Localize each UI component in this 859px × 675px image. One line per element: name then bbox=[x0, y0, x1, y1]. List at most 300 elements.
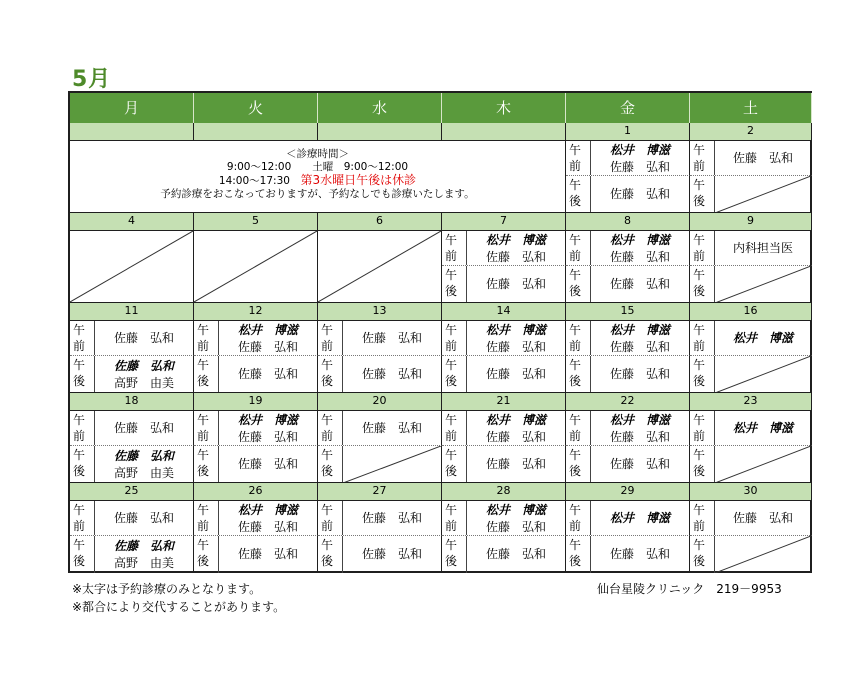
morning-slot bbox=[442, 231, 566, 266]
doctor-matsui: 松井 博滋 bbox=[609, 511, 670, 525]
morning-slot bbox=[318, 321, 442, 356]
doctor-list bbox=[591, 176, 689, 213]
label-char: 後 bbox=[569, 374, 582, 388]
closed-day bbox=[194, 231, 318, 303]
afternoon-label bbox=[194, 446, 218, 483]
afternoon-label bbox=[194, 356, 218, 393]
doctor-sato: 佐藤 弘和 bbox=[609, 277, 670, 291]
doctor-matsui: 松井 博滋 bbox=[732, 421, 793, 435]
date-number: 2 bbox=[690, 123, 812, 141]
doctor-list bbox=[343, 446, 441, 483]
morning-label bbox=[566, 231, 590, 266]
doctor-matsui: 松井 博滋 bbox=[732, 331, 793, 345]
morning-slot bbox=[566, 411, 690, 446]
doctor-list bbox=[219, 446, 317, 483]
label-char: 午 bbox=[693, 503, 706, 517]
label-char: 後 bbox=[569, 194, 582, 208]
afternoon-label bbox=[690, 536, 714, 573]
label-char: 前 bbox=[73, 429, 86, 443]
morning-label bbox=[70, 501, 94, 536]
morning-slot bbox=[318, 501, 442, 536]
morning-slot bbox=[70, 501, 194, 536]
morning-slot bbox=[442, 411, 566, 446]
schedule-calendar bbox=[68, 91, 812, 573]
label-char: 後 bbox=[197, 374, 210, 388]
label-char: 午 bbox=[321, 323, 334, 337]
morning-label bbox=[194, 411, 218, 446]
label-char: 前 bbox=[73, 339, 86, 353]
label-char: 前 bbox=[569, 159, 582, 173]
label-char: 午 bbox=[197, 538, 210, 552]
label-char: 午 bbox=[445, 503, 458, 517]
doctor-list bbox=[715, 501, 811, 536]
date-number: 12 bbox=[194, 303, 318, 321]
weekday-header: 木 bbox=[442, 93, 566, 123]
label-char: 後 bbox=[445, 374, 458, 388]
closed-slash bbox=[715, 266, 811, 303]
afternoon-slot bbox=[318, 446, 442, 483]
label-char: 午 bbox=[445, 358, 458, 372]
label-char: 午 bbox=[197, 413, 210, 427]
label-char: 前 bbox=[197, 429, 210, 443]
afternoon-label bbox=[566, 536, 590, 573]
doctor-matsui: 松井 博滋 bbox=[237, 323, 298, 337]
morning-slot bbox=[194, 501, 318, 536]
afternoon-label bbox=[690, 266, 714, 303]
closed-slash bbox=[343, 446, 441, 483]
label-char: 前 bbox=[445, 249, 458, 263]
afternoon-slot bbox=[318, 536, 442, 573]
doctor-list bbox=[715, 446, 811, 483]
doctor-list bbox=[467, 411, 565, 446]
doctor-sato: 佐藤 弘和 bbox=[237, 547, 298, 561]
label-char: 午 bbox=[73, 358, 86, 372]
doctor-list bbox=[591, 536, 689, 573]
morning-slot bbox=[690, 141, 812, 176]
morning-label bbox=[690, 501, 714, 536]
doctor-sato-reserved: 佐藤 弘和 bbox=[113, 449, 174, 463]
doctor-list bbox=[219, 501, 317, 536]
doctor-list bbox=[467, 231, 565, 266]
weekday-header: 火 bbox=[194, 93, 318, 123]
afternoon-label bbox=[318, 536, 342, 573]
label-char: 午 bbox=[693, 413, 706, 427]
label-char: 午 bbox=[197, 323, 210, 337]
date-number: 14 bbox=[442, 303, 566, 321]
label-char: 午 bbox=[445, 268, 458, 282]
label-char: 前 bbox=[445, 519, 458, 533]
date-number: 28 bbox=[442, 483, 566, 501]
label-char: 前 bbox=[569, 339, 582, 353]
morning-slot bbox=[566, 321, 690, 356]
doctor-matsui: 松井 博滋 bbox=[609, 413, 670, 427]
doctor-list bbox=[219, 536, 317, 573]
clinic-hours-notice bbox=[70, 141, 566, 213]
label-char: 午 bbox=[693, 448, 706, 462]
label-char: 午 bbox=[445, 323, 458, 337]
closed-day bbox=[318, 231, 442, 303]
afternoon-slot bbox=[566, 446, 690, 483]
hours-line-weekday: 9:00～12:00 土曜 9:00～12:00 bbox=[226, 161, 409, 173]
morning-label bbox=[566, 411, 590, 446]
morning-label bbox=[318, 411, 342, 446]
doctor-sato: 佐藤 弘和 bbox=[732, 151, 793, 165]
morning-slot bbox=[70, 411, 194, 446]
doctor-list bbox=[591, 266, 689, 303]
label-char: 後 bbox=[73, 554, 86, 568]
date-number: 22 bbox=[566, 393, 690, 411]
weekday-header: 月 bbox=[70, 93, 194, 123]
doctor-matsui: 松井 博滋 bbox=[609, 323, 670, 337]
doctor-list bbox=[95, 321, 193, 356]
month-title: 5月 bbox=[72, 67, 112, 92]
doctor-matsui: 松井 博滋 bbox=[485, 233, 546, 247]
doctor-list bbox=[591, 321, 689, 356]
doctor-sato: 佐藤 弘和 bbox=[361, 421, 422, 435]
doctor-list bbox=[715, 536, 811, 573]
label-char: 後 bbox=[693, 464, 706, 478]
doctor-sato: 佐藤 弘和 bbox=[113, 421, 174, 435]
doctor-sato: 佐藤 弘和 bbox=[361, 367, 422, 381]
doctor-sato: 佐藤 弘和 bbox=[113, 331, 174, 345]
afternoon-hours: 14:00～17:30 bbox=[218, 175, 301, 187]
label-char: 前 bbox=[445, 429, 458, 443]
doctor-list bbox=[343, 501, 441, 536]
label-char: 後 bbox=[73, 374, 86, 388]
afternoon-label bbox=[690, 356, 714, 393]
date-number: 25 bbox=[70, 483, 194, 501]
morning-label bbox=[194, 501, 218, 536]
afternoon-label bbox=[442, 266, 466, 303]
label-char: 午 bbox=[197, 448, 210, 462]
date-number: 1 bbox=[566, 123, 690, 141]
afternoon-slot bbox=[442, 536, 566, 573]
doctor-sato: 佐藤 弘和 bbox=[609, 340, 670, 354]
label-char: 後 bbox=[693, 194, 706, 208]
afternoon-label bbox=[318, 446, 342, 483]
empty-date-cell bbox=[70, 123, 194, 141]
label-char: 午 bbox=[73, 538, 86, 552]
doctor-matsui: 松井 博滋 bbox=[485, 413, 546, 427]
label-char: 午 bbox=[569, 143, 582, 157]
doctor-sato: 佐藤 弘和 bbox=[485, 277, 546, 291]
afternoon-label bbox=[70, 446, 94, 483]
afternoon-label bbox=[566, 446, 590, 483]
morning-label bbox=[566, 501, 590, 536]
date-number: 26 bbox=[194, 483, 318, 501]
hours-heading: ＜診療時間＞ bbox=[286, 148, 349, 160]
doctor-list bbox=[95, 356, 193, 393]
afternoon-label bbox=[690, 176, 714, 213]
doctor-sato: 佐藤 弘和 bbox=[609, 160, 670, 174]
label-char: 後 bbox=[445, 554, 458, 568]
morning-label bbox=[318, 501, 342, 536]
label-char: 後 bbox=[569, 284, 582, 298]
closed-notice: 第3水曜日午後は休診 bbox=[300, 173, 417, 187]
doctor-list bbox=[95, 411, 193, 446]
date-number: 6 bbox=[318, 213, 442, 231]
morning-label bbox=[70, 321, 94, 356]
footnote-substitution: ※都合により交代することがあります。 bbox=[72, 600, 286, 614]
morning-label bbox=[442, 501, 466, 536]
afternoon-label bbox=[194, 536, 218, 573]
date-number: 21 bbox=[442, 393, 566, 411]
afternoon-slot bbox=[318, 356, 442, 393]
doctor-sato: 佐藤 弘和 bbox=[237, 520, 298, 534]
doctor-list bbox=[591, 356, 689, 393]
doctor-sato: 佐藤 弘和 bbox=[732, 511, 793, 525]
label-char: 前 bbox=[569, 519, 582, 533]
date-number: 13 bbox=[318, 303, 442, 321]
doctor-sato: 佐藤 弘和 bbox=[485, 430, 546, 444]
morning-label bbox=[194, 321, 218, 356]
label-char: 後 bbox=[569, 464, 582, 478]
clinic-name-phone: 仙台星陵クリニック 219－9953 bbox=[597, 582, 782, 596]
doctor-list bbox=[95, 446, 193, 483]
label-char: 午 bbox=[445, 538, 458, 552]
label-char: 後 bbox=[321, 374, 334, 388]
label-char: 前 bbox=[693, 519, 706, 533]
afternoon-label bbox=[566, 356, 590, 393]
doctor-sato: 佐藤 弘和 bbox=[361, 511, 422, 525]
doctor-sato: 佐藤 弘和 bbox=[485, 340, 546, 354]
doctor-sato: 佐藤 弘和 bbox=[237, 457, 298, 471]
closed-day-slash bbox=[70, 231, 193, 302]
doctor-list bbox=[591, 446, 689, 483]
doctor-list bbox=[467, 536, 565, 573]
doctor-matsui: 松井 博滋 bbox=[609, 143, 670, 157]
closed-day-slash bbox=[318, 231, 441, 302]
label-char: 午 bbox=[73, 323, 86, 337]
label-char: 午 bbox=[321, 413, 334, 427]
doctor-list bbox=[95, 536, 193, 573]
doctor-list bbox=[219, 321, 317, 356]
afternoon-slot bbox=[690, 176, 812, 213]
doctor-sato-reserved: 佐藤 弘和 bbox=[113, 539, 174, 553]
doctor-list bbox=[591, 411, 689, 446]
doctor-list bbox=[467, 501, 565, 536]
doctor-takano: 高野 由美 bbox=[113, 376, 174, 390]
doctor-internal-medicine: 内科担当医 bbox=[732, 241, 793, 255]
date-number: 27 bbox=[318, 483, 442, 501]
label-char: 前 bbox=[693, 339, 706, 353]
doctor-sato: 佐藤 弘和 bbox=[113, 511, 174, 525]
morning-slot bbox=[442, 501, 566, 536]
weekday-header: 土 bbox=[690, 93, 812, 123]
label-char: 後 bbox=[321, 464, 334, 478]
empty-date-cell bbox=[318, 123, 442, 141]
morning-slot bbox=[690, 501, 812, 536]
doctor-list bbox=[591, 501, 689, 536]
label-char: 午 bbox=[445, 233, 458, 247]
doctor-list bbox=[715, 356, 811, 393]
doctor-list bbox=[343, 411, 441, 446]
doctor-list bbox=[715, 266, 811, 303]
morning-slot bbox=[70, 321, 194, 356]
label-char: 午 bbox=[569, 233, 582, 247]
label-char: 午 bbox=[321, 358, 334, 372]
label-char: 前 bbox=[445, 339, 458, 353]
closed-slash bbox=[715, 356, 811, 393]
morning-label bbox=[690, 141, 714, 176]
afternoon-slot bbox=[194, 446, 318, 483]
date-number: 29 bbox=[566, 483, 690, 501]
closed-day bbox=[70, 231, 194, 303]
date-number: 30 bbox=[690, 483, 812, 501]
doctor-list bbox=[467, 356, 565, 393]
doctor-list bbox=[467, 446, 565, 483]
date-number: 7 bbox=[442, 213, 566, 231]
afternoon-slot bbox=[566, 356, 690, 393]
label-char: 後 bbox=[693, 374, 706, 388]
label-char: 後 bbox=[197, 554, 210, 568]
afternoon-label bbox=[442, 536, 466, 573]
afternoon-label bbox=[566, 266, 590, 303]
morning-label bbox=[442, 231, 466, 266]
afternoon-slot bbox=[690, 356, 812, 393]
doctor-sato: 佐藤 弘和 bbox=[609, 430, 670, 444]
label-char: 午 bbox=[693, 268, 706, 282]
doctor-list bbox=[343, 321, 441, 356]
label-char: 午 bbox=[569, 358, 582, 372]
afternoon-slot bbox=[70, 446, 194, 483]
doctor-matsui: 松井 博滋 bbox=[485, 323, 546, 337]
doctor-list bbox=[715, 411, 811, 446]
label-char: 前 bbox=[693, 429, 706, 443]
label-char: 後 bbox=[445, 284, 458, 298]
doctor-sato: 佐藤 弘和 bbox=[485, 547, 546, 561]
morning-label bbox=[442, 321, 466, 356]
label-char: 午 bbox=[445, 448, 458, 462]
doctor-sato: 佐藤 弘和 bbox=[361, 547, 422, 561]
label-char: 午 bbox=[569, 178, 582, 192]
morning-label bbox=[690, 411, 714, 446]
label-char: 前 bbox=[693, 249, 706, 263]
doctor-sato: 佐藤 弘和 bbox=[609, 250, 670, 264]
doctor-sato: 佐藤 弘和 bbox=[237, 340, 298, 354]
closed-day-slash bbox=[194, 231, 317, 302]
closed-slash bbox=[715, 536, 811, 573]
label-char: 午 bbox=[693, 233, 706, 247]
closed-slash bbox=[715, 176, 811, 213]
date-number: 9 bbox=[690, 213, 812, 231]
label-char: 前 bbox=[569, 249, 582, 263]
morning-slot bbox=[690, 321, 812, 356]
doctor-takano: 高野 由美 bbox=[113, 556, 174, 570]
doctor-sato: 佐藤 弘和 bbox=[361, 331, 422, 345]
weekday-header: 水 bbox=[318, 93, 442, 123]
doctor-list bbox=[467, 321, 565, 356]
label-char: 午 bbox=[73, 448, 86, 462]
doctor-list bbox=[343, 536, 441, 573]
afternoon-slot bbox=[194, 536, 318, 573]
doctor-list bbox=[219, 356, 317, 393]
label-char: 午 bbox=[73, 413, 86, 427]
afternoon-slot bbox=[566, 536, 690, 573]
empty-date-cell bbox=[442, 123, 566, 141]
afternoon-label bbox=[442, 356, 466, 393]
label-char: 前 bbox=[321, 429, 334, 443]
afternoon-label bbox=[70, 536, 94, 573]
morning-label bbox=[690, 231, 714, 266]
morning-slot bbox=[442, 321, 566, 356]
morning-slot bbox=[566, 501, 690, 536]
hours-line-afternoon bbox=[70, 174, 565, 188]
doctor-matsui: 松井 博滋 bbox=[609, 233, 670, 247]
afternoon-slot bbox=[690, 266, 812, 303]
morning-label bbox=[566, 321, 590, 356]
empty-date-cell bbox=[194, 123, 318, 141]
label-char: 午 bbox=[569, 413, 582, 427]
label-char: 前 bbox=[321, 519, 334, 533]
label-char: 後 bbox=[197, 464, 210, 478]
reservation-note: 予約診療をおこなっておりますが、予約なしでも診療いたします。 bbox=[160, 188, 475, 200]
label-char: 後 bbox=[693, 554, 706, 568]
label-char: 午 bbox=[693, 358, 706, 372]
label-char: 午 bbox=[321, 448, 334, 462]
label-char: 午 bbox=[445, 413, 458, 427]
afternoon-slot bbox=[566, 176, 690, 213]
doctor-sato: 佐藤 弘和 bbox=[609, 547, 670, 561]
afternoon-slot bbox=[194, 356, 318, 393]
doctor-matsui: 松井 博滋 bbox=[237, 503, 298, 517]
doctor-sato: 佐藤 弘和 bbox=[609, 187, 670, 201]
morning-label bbox=[318, 321, 342, 356]
date-number: 11 bbox=[70, 303, 194, 321]
doctor-list bbox=[715, 141, 811, 176]
doctor-list bbox=[591, 141, 689, 176]
label-char: 午 bbox=[693, 538, 706, 552]
label-char: 午 bbox=[321, 503, 334, 517]
morning-slot bbox=[566, 231, 690, 266]
label-char: 前 bbox=[73, 519, 86, 533]
afternoon-slot bbox=[442, 266, 566, 303]
label-char: 午 bbox=[569, 268, 582, 282]
weekday-header: 金 bbox=[566, 93, 690, 123]
label-char: 前 bbox=[197, 339, 210, 353]
doctor-list bbox=[715, 231, 811, 266]
morning-label bbox=[442, 411, 466, 446]
doctor-list bbox=[715, 176, 811, 213]
label-char: 後 bbox=[321, 554, 334, 568]
afternoon-label bbox=[442, 446, 466, 483]
closed-slash bbox=[715, 446, 811, 483]
date-number: 19 bbox=[194, 393, 318, 411]
doctor-list bbox=[95, 501, 193, 536]
morning-slot bbox=[690, 231, 812, 266]
date-number: 16 bbox=[690, 303, 812, 321]
date-number: 23 bbox=[690, 393, 812, 411]
doctor-sato: 佐藤 弘和 bbox=[485, 457, 546, 471]
doctor-list bbox=[343, 356, 441, 393]
afternoon-slot bbox=[690, 446, 812, 483]
label-char: 午 bbox=[569, 538, 582, 552]
doctor-list bbox=[591, 231, 689, 266]
afternoon-slot bbox=[70, 356, 194, 393]
morning-slot bbox=[194, 411, 318, 446]
morning-label bbox=[566, 141, 590, 176]
label-char: 後 bbox=[693, 284, 706, 298]
label-char: 午 bbox=[197, 358, 210, 372]
doctor-list bbox=[715, 321, 811, 356]
afternoon-slot bbox=[442, 356, 566, 393]
date-number: 8 bbox=[566, 213, 690, 231]
afternoon-label bbox=[566, 176, 590, 213]
label-char: 午 bbox=[569, 503, 582, 517]
date-number: 18 bbox=[70, 393, 194, 411]
label-char: 後 bbox=[73, 464, 86, 478]
label-char: 前 bbox=[693, 159, 706, 173]
